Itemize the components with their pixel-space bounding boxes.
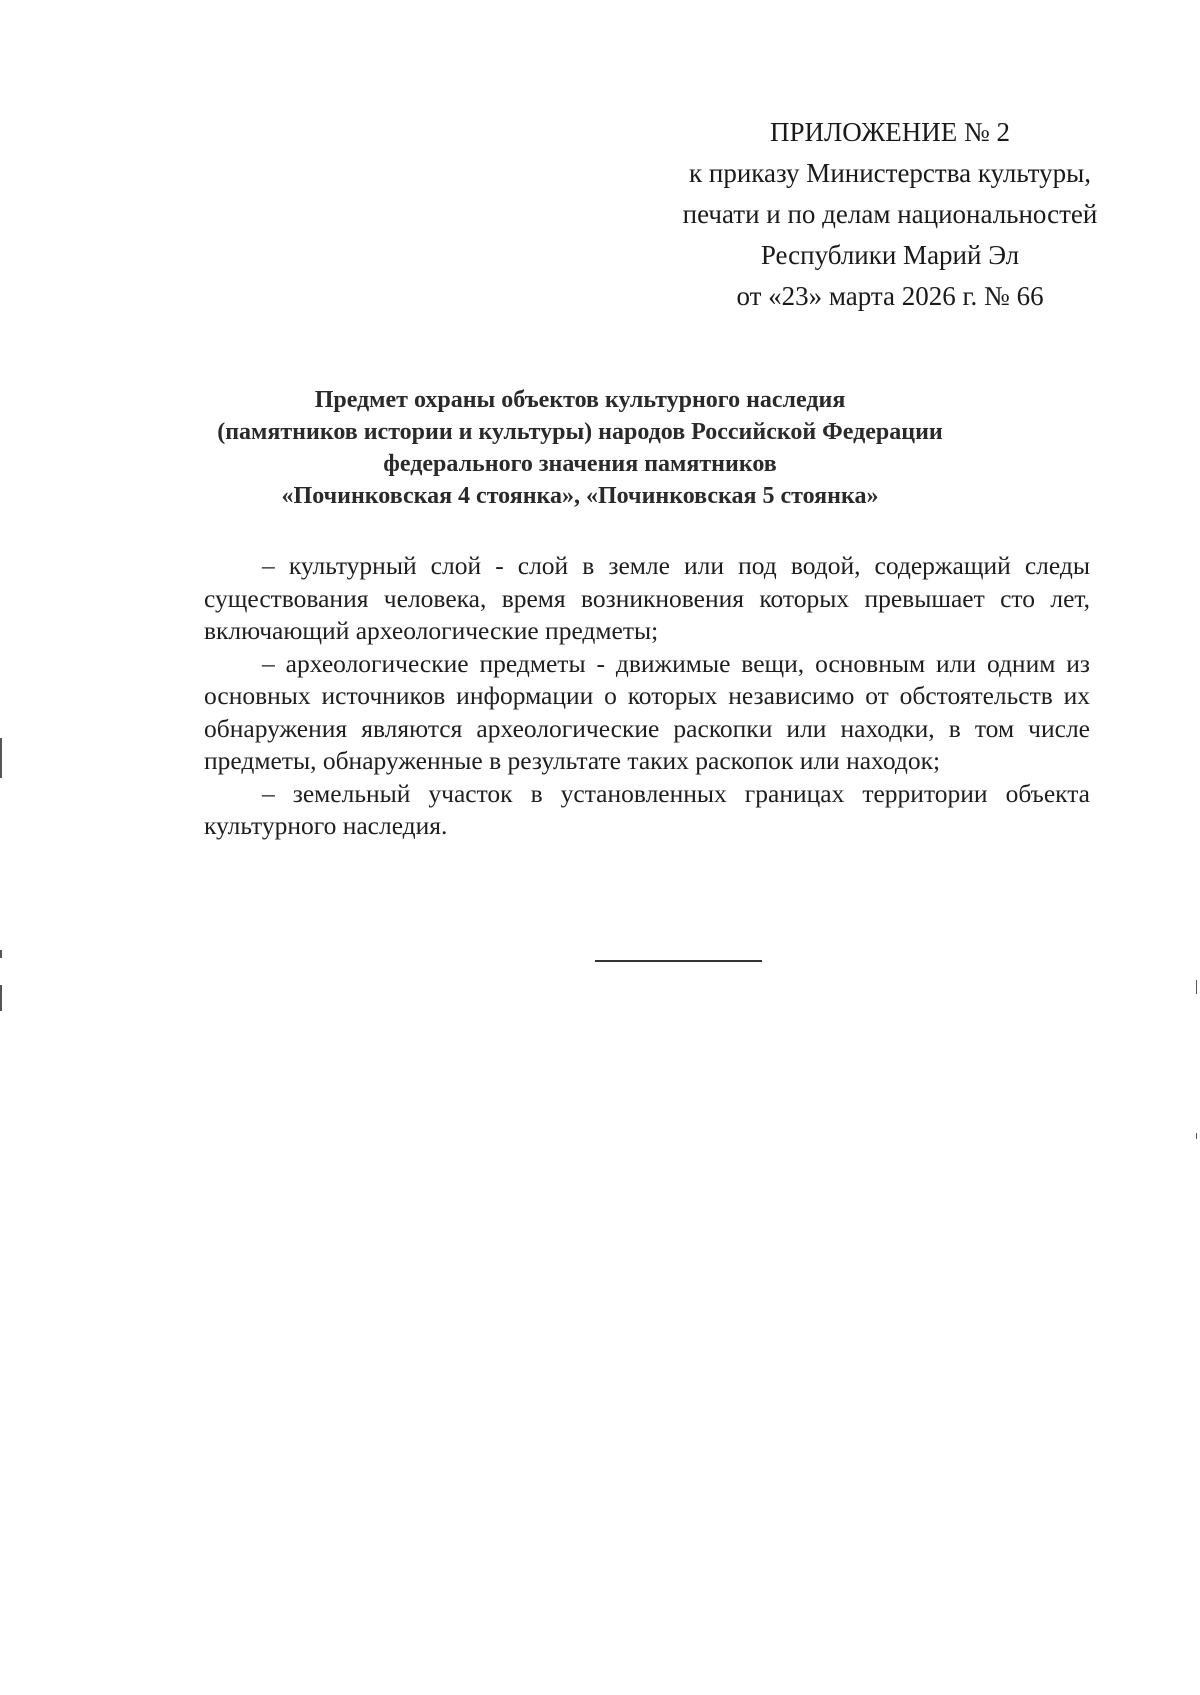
scan-edge-mark	[0, 985, 2, 1011]
appendix-header	[660, 112, 1120, 317]
title-line-3: федерального значения памятников	[383, 451, 777, 477]
scan-edge-mark	[0, 950, 2, 958]
title-line-1: Предмет охраны объектов культурного наследия	[314, 387, 846, 413]
scan-edge-mark	[0, 738, 2, 778]
body-paragraph-land-plot: – земельный участок в установленных границах территории объекта культурного наследия.	[204, 778, 1090, 840]
scan-edge-mark	[1196, 1133, 1197, 1139]
appendix-order-line: к приказу Министерства культуры,	[689, 158, 1091, 188]
appendix-number: ПРИЛОЖЕНИЕ № 2	[769, 117, 1011, 147]
scan-edge-mark	[1196, 980, 1197, 994]
document-title	[150, 384, 1010, 512]
appendix-republic-line: Республики Марий Эл	[760, 240, 1020, 270]
title-line-2: (памятников истории и культуры) народов Российской Федерации	[217, 419, 943, 445]
appendix-date-line: от «23» марта 2026 г. № 66	[736, 281, 1044, 311]
body-paragraph-cultural-layer: – культурный слой - слой в земле или под водой, содержащий следы существования человека, время возникновения которых превышает сто лет, включающий археологические предметы;	[204, 551, 1090, 645]
document-body	[204, 550, 1090, 843]
title-line-4: «Починковская 4 стоянка», «Починковская 5 стоянка»	[281, 483, 879, 509]
appendix-ministry-line: печати и по делам национальностей	[682, 199, 1098, 229]
closing-divider	[595, 960, 762, 962]
body-paragraph-archaeological-items: – археологические предметы - движимые вещи, основным или одним из основных источников информации о которых независимо от обстоятельств их обнаружения являются археологические раскопки или находки, в том числе предметы, обнаруженные в результате таких раскопок или находок;	[204, 648, 1090, 775]
